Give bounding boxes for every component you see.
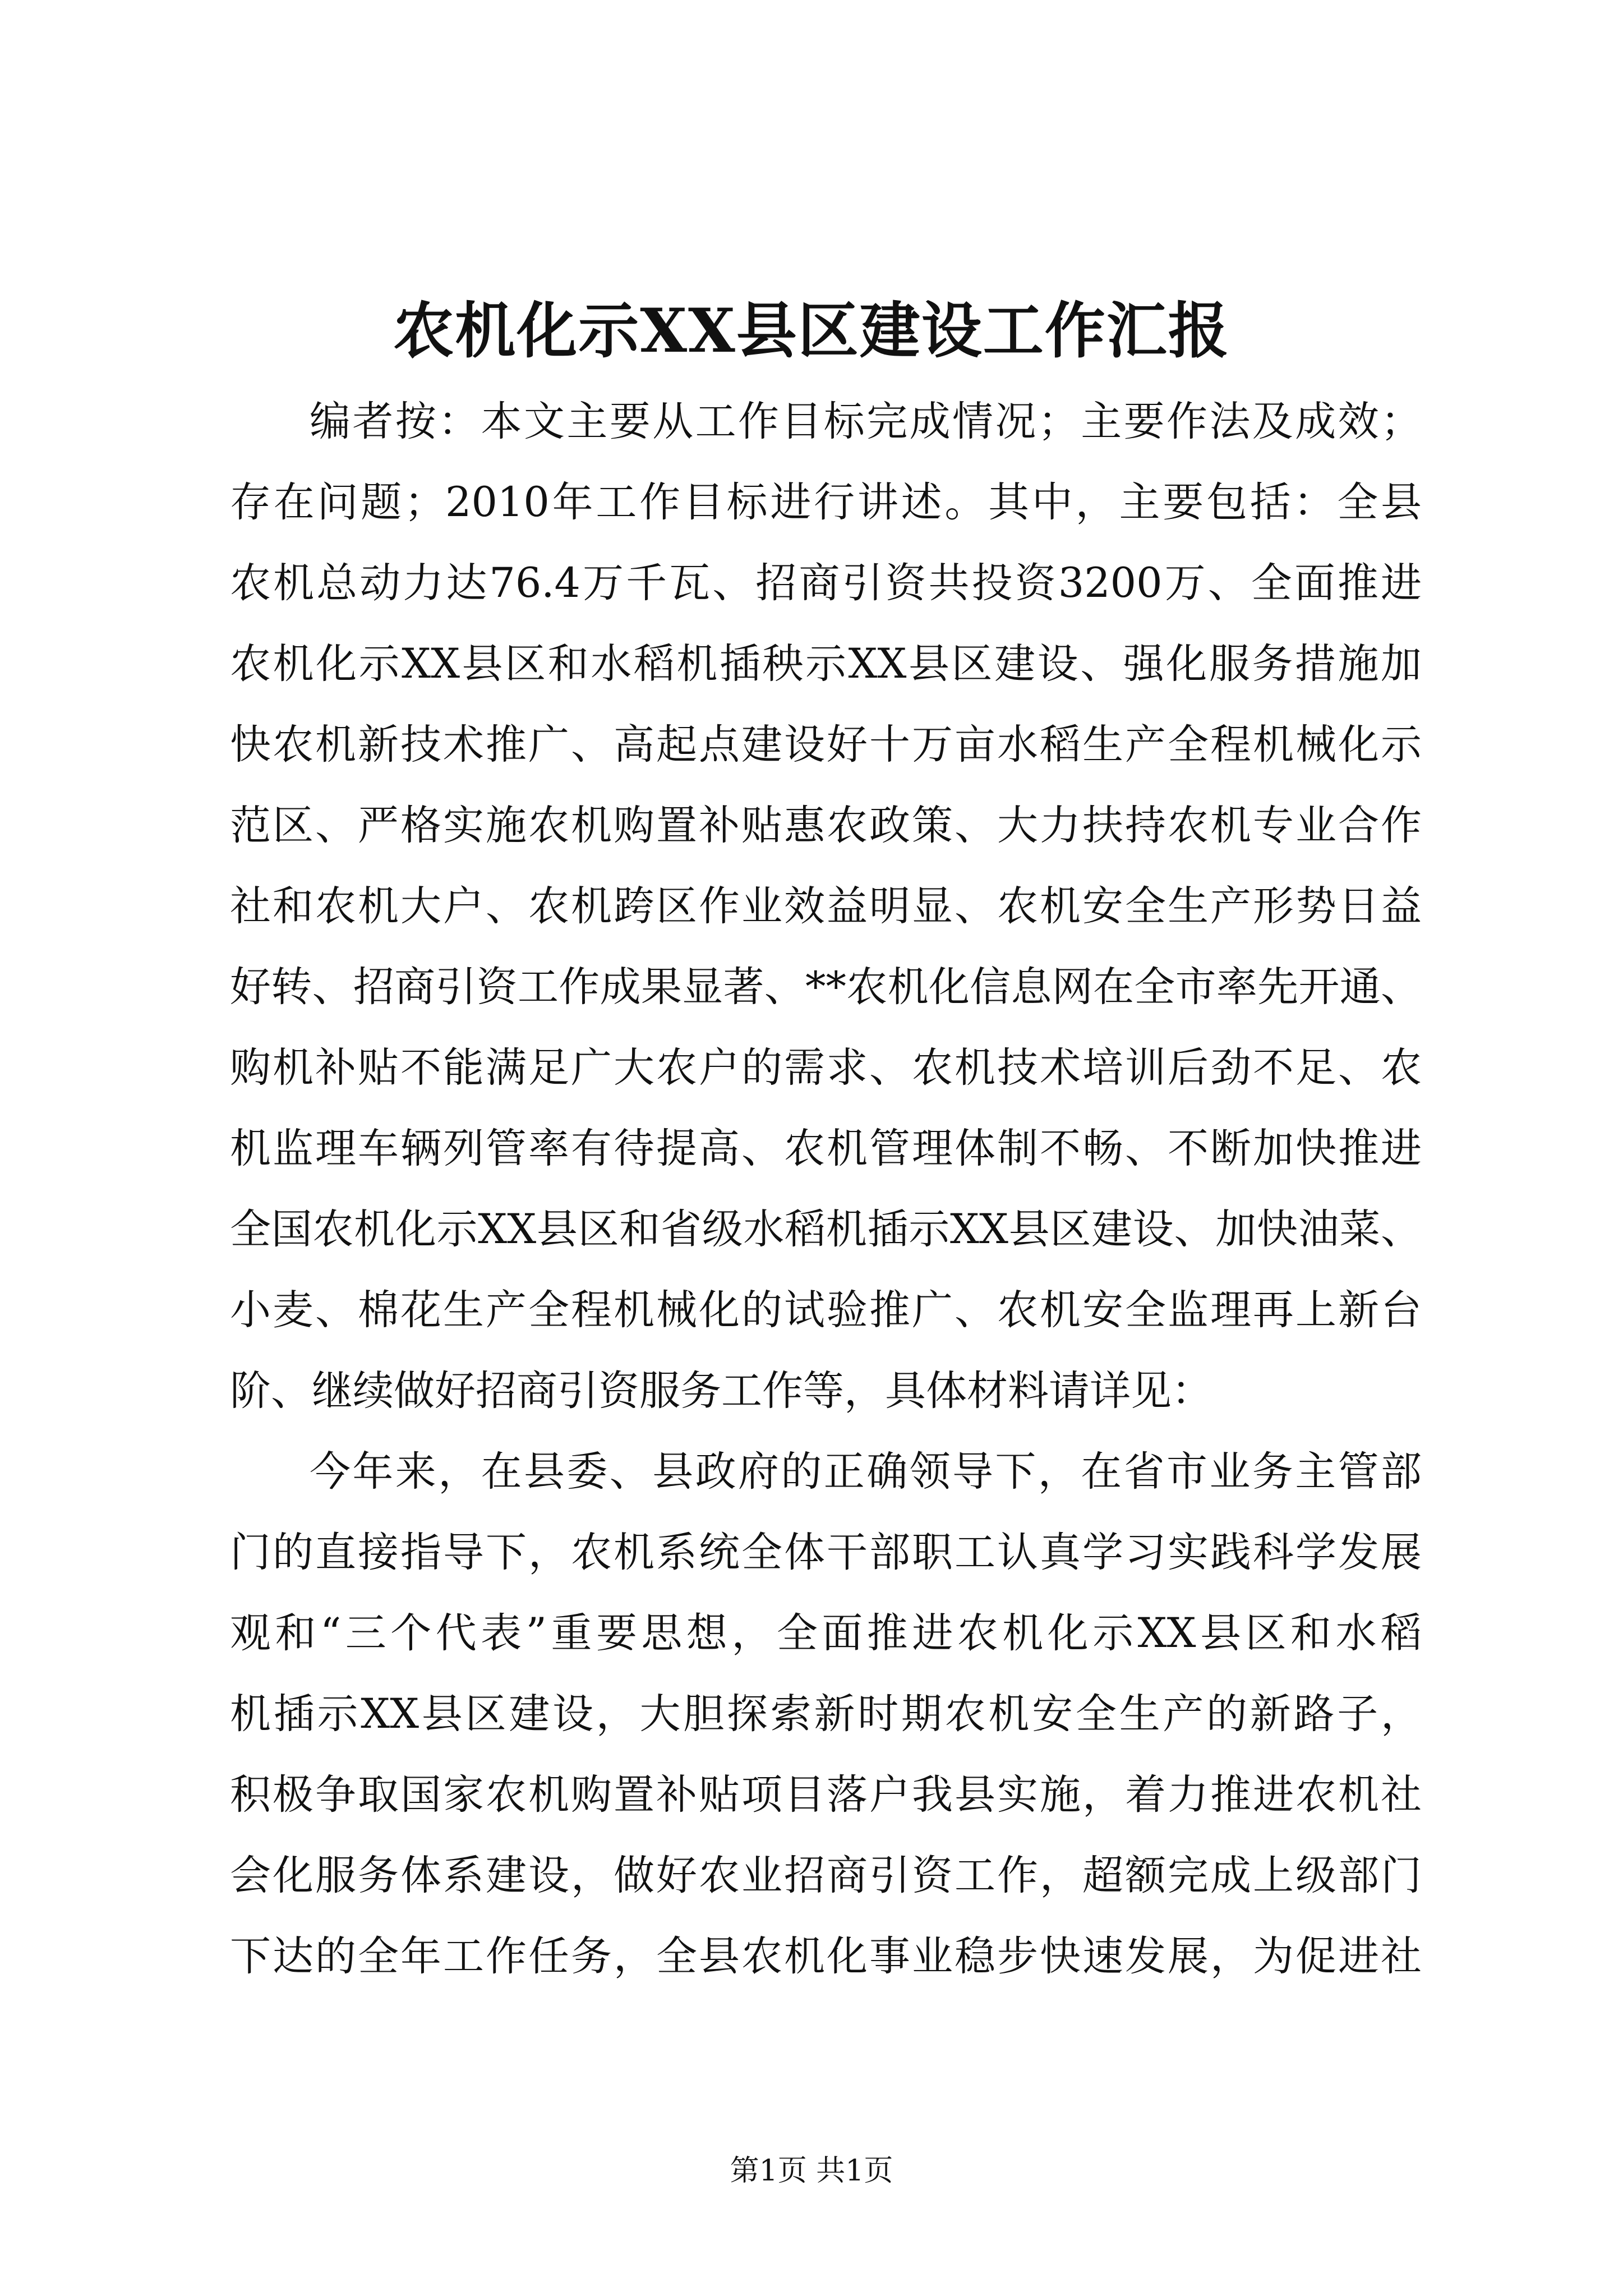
paragraph-line: 社和农机大户、农机跨区作业效益明显、农机安全生产形势日益 xyxy=(230,882,1422,930)
paragraph-line: 存在问题；2010年工作目标进行讲述。其中，主要包括：全县 xyxy=(230,478,1422,526)
paragraph-line: 积极争取国家农机购置补贴项目落户我县实施，着力推进农机社 xyxy=(230,1771,1422,1819)
document-title: 农机化示XX县区建设工作汇报 xyxy=(393,296,1230,366)
paragraph-line: 机插示XX县区建设，大胆探索新时期农机安全生产的新路子， xyxy=(230,1690,1422,1738)
paragraph-line: 下达的全年工作任务，全县农机化事业稳步快速发展，为促进社 xyxy=(230,1932,1422,1980)
paragraph-line: 观和“三个代表”重要思想，全面推进农机化示XX县区和水稻 xyxy=(230,1609,1422,1657)
paragraph-line: 范区、严格实施农机购置补贴惠农政策、大力扶持农机专业合作 xyxy=(230,802,1422,849)
paragraph-line: 全国农机化示XX县区和省级水稻机插示XX县区建设、加快油菜、 xyxy=(230,1205,1422,1253)
page-footer: 第1页 共1页 xyxy=(730,2154,893,2188)
paragraph-line: 购机补贴不能满足广大农户的需求、农机技术培训后劲不足、农 xyxy=(230,1044,1422,1092)
paragraph-line: 会化服务体系建设，做好农业招商引资工作，超额完成上级部门 xyxy=(230,1852,1422,1899)
paragraph-line: 农机化示XX县区和水稻机插秧示XX县区建设、强化服务措施加 xyxy=(230,640,1422,688)
paragraph-line: 快农机新技术推广、高起点建设好十万亩水稻生产全程机械化示 xyxy=(230,721,1422,769)
paragraph-line: 好转、招商引资工作成果显著、**农机化信息网在全市率先开通、 xyxy=(230,963,1422,1011)
paragraph-line: 机监理车辆列管率有待提高、农机管理体制不畅、不断加快推进 xyxy=(230,1125,1422,1172)
paragraph-line: 阶、继续做好招商引资服务工作等，具体材料请详见： xyxy=(230,1367,1212,1415)
paragraph-line: 今年来，在县委、县政府的正确领导下，在省市业务主管部 xyxy=(310,1448,1422,1496)
paragraph-line: 小麦、棉花生产全程机械化的试验推广、农机安全监理再上新台 xyxy=(230,1286,1422,1334)
paragraph-line: 门的直接指导下，农机系统全体干部职工认真学习实践科学发展 xyxy=(230,1529,1422,1576)
paragraph-line: 农机总动力达76.4万千瓦、招商引资共投资3200万、全面推进 xyxy=(230,559,1422,607)
paragraph-line: 编者按：本文主要从工作目标完成情况；主要作法及成效； xyxy=(310,398,1422,445)
